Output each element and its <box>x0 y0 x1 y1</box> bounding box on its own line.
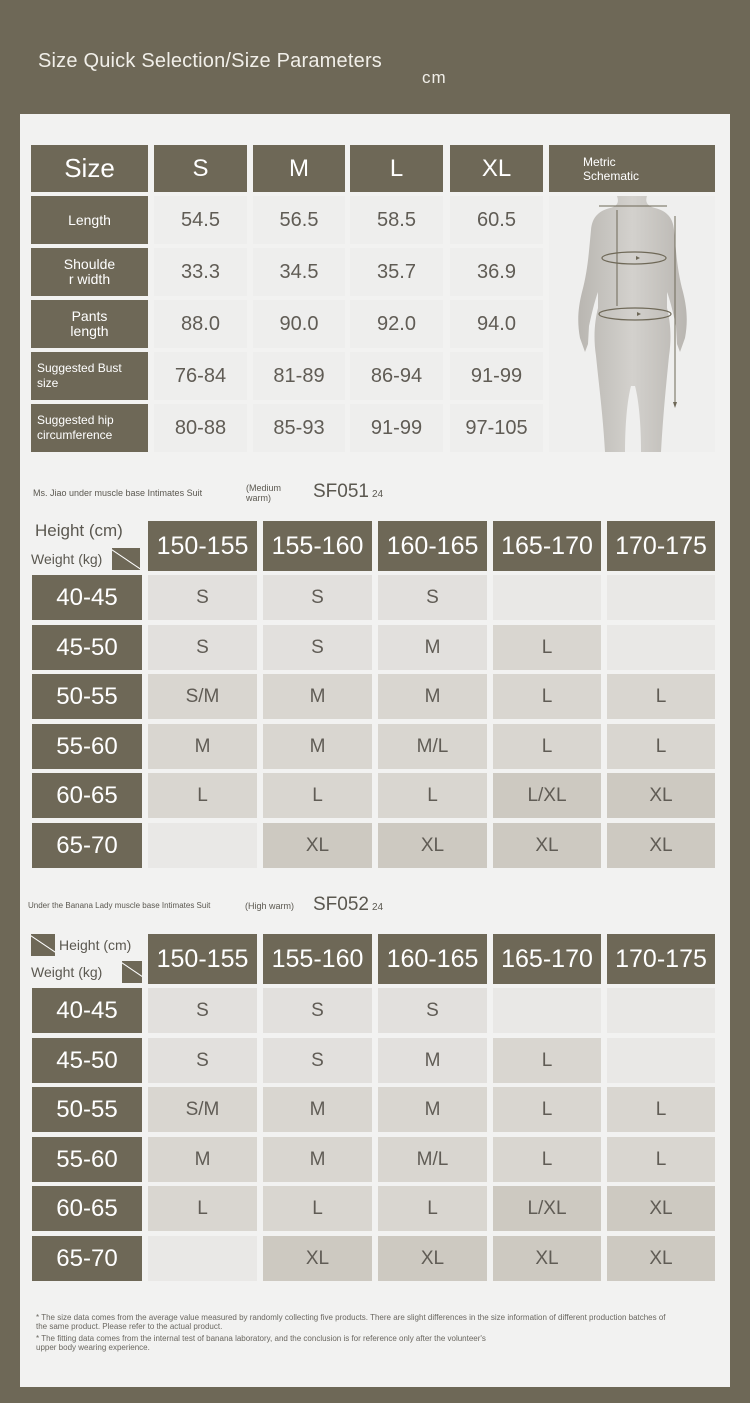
fit-cell <box>493 575 601 620</box>
fit-cell: S <box>148 988 257 1033</box>
size-column-header: XL <box>450 145 543 192</box>
model-code-1 <box>313 481 383 503</box>
fit-cell: S <box>378 988 487 1033</box>
weight-row-header: 45-50 <box>32 625 142 670</box>
parameter-value: 33.3 <box>154 248 247 296</box>
fit-cell: L/XL <box>493 773 601 818</box>
parameter-value: 91-99 <box>450 352 543 400</box>
weight-row-header: 50-55 <box>32 674 142 719</box>
fit-cell: S <box>263 1038 372 1083</box>
fit-cell: L <box>493 674 601 719</box>
height-column-header: 170-175 <box>607 934 715 984</box>
parameter-row-label: Suggested hip circumference <box>31 404 148 452</box>
parameter-value: 92.0 <box>350 300 443 348</box>
fit-cell: XL <box>378 823 487 868</box>
height-column-header: 165-170 <box>493 521 601 571</box>
fit-cell: XL <box>263 823 372 868</box>
height-column-header: 150-155 <box>148 934 257 984</box>
product-name-2: Under the Banana Lady muscle base Intimates Suit <box>28 901 211 910</box>
parameter-value: 80-88 <box>154 404 247 452</box>
fit-cell: L <box>493 1038 601 1083</box>
fit-cell: L <box>263 1186 372 1231</box>
weight-axis-label: Weight (kg) <box>31 964 103 980</box>
fit-cell: L <box>148 1186 257 1231</box>
size-column-header: M <box>253 145 345 192</box>
fit-cell: L <box>493 1087 601 1132</box>
parameter-value: 94.0 <box>450 300 543 348</box>
weight-row-header: 60-65 <box>32 773 142 818</box>
parameter-value: 34.5 <box>253 248 345 296</box>
fit-cell: S <box>263 625 372 670</box>
fit-cell: S/M <box>148 1087 257 1132</box>
weight-row-header: 60-65 <box>32 1186 142 1231</box>
fit-cell: XL <box>607 823 715 868</box>
fit-cell: M/L <box>378 1137 487 1182</box>
fit-cell <box>607 625 715 670</box>
height-axis-label: Height (cm) <box>35 521 123 540</box>
fit-cell: M <box>378 625 487 670</box>
parameter-value: 58.5 <box>350 196 443 244</box>
parameter-row-label: Suggested Bust size <box>31 352 148 400</box>
weight-row-header: 40-45 <box>32 575 142 620</box>
fit-cell: S <box>148 1038 257 1083</box>
page-title: Size Quick Selection/Size Parameters <box>38 50 383 72</box>
fit-cell: S <box>148 625 257 670</box>
fit-cell: L <box>607 724 715 769</box>
fit-cell: L/XL <box>493 1186 601 1231</box>
fit-cell: M <box>378 674 487 719</box>
fit-cell: L <box>148 773 257 818</box>
fit-cell: S/M <box>148 674 257 719</box>
model-code-text: SF051 <box>313 481 369 502</box>
warmth-label-2: (High warm) <box>245 901 295 911</box>
fit-cell: L <box>607 674 715 719</box>
corner-divider <box>31 934 55 956</box>
model-code-2 <box>313 894 383 916</box>
corner-divider <box>122 961 142 983</box>
parameter-row-label: Shoulde r width <box>31 248 148 296</box>
model-code-text: SF052 <box>313 894 369 915</box>
fit-cell <box>148 1236 257 1281</box>
size-column-header: L <box>350 145 443 192</box>
height-column-header: 170-175 <box>607 521 715 571</box>
fit-cell: S <box>148 575 257 620</box>
parameter-value: 60.5 <box>450 196 543 244</box>
footnote-1: * The size data comes from the average value measured by randomly collecting five products. There are slight differences in the size information of different production batches of the same product. Please refer to the actual product. <box>36 1313 666 1331</box>
height-column-header: 160-165 <box>378 521 487 571</box>
fit-cell: M <box>263 674 372 719</box>
parameter-value: 97-105 <box>450 404 543 452</box>
fit-cell: XL <box>607 1186 715 1231</box>
parameter-row-label: Length <box>31 196 148 244</box>
fit-cell: S <box>378 575 487 620</box>
height-axis-label: Height (cm) <box>59 937 132 953</box>
fit-cell: XL <box>493 823 601 868</box>
fit-cell: L <box>263 773 372 818</box>
fit-cell: M <box>378 1087 487 1132</box>
size-column-header: S <box>154 145 247 192</box>
body-silhouette-icon <box>549 196 715 452</box>
height-column-header: 165-170 <box>493 934 601 984</box>
fit-cell: L <box>607 1137 715 1182</box>
product-name-1: Ms. Jiao under muscle base Intimates Suit <box>33 488 203 498</box>
fit-cell <box>148 823 257 868</box>
height-column-header: 160-165 <box>378 934 487 984</box>
fit-cell: M <box>263 1137 372 1182</box>
fit-cell <box>607 988 715 1033</box>
model-code-suffix: 24 <box>371 489 384 500</box>
fit-cell: XL <box>493 1236 601 1281</box>
fit-cell: M <box>378 1038 487 1083</box>
fit-cell: M <box>148 724 257 769</box>
parameter-value: 35.7 <box>350 248 443 296</box>
parameter-value: 76-84 <box>154 352 247 400</box>
weight-row-header: 50-55 <box>32 1087 142 1132</box>
weight-row-header: 65-70 <box>32 823 142 868</box>
fit-cell: M/L <box>378 724 487 769</box>
weight-axis-label: Weight (kg) <box>31 551 103 567</box>
corner-divider <box>112 548 140 570</box>
weight-row-header: 55-60 <box>32 724 142 769</box>
parameter-value: 36.9 <box>450 248 543 296</box>
unit-label: cm <box>422 68 447 87</box>
model-code-suffix: 24 <box>371 902 384 913</box>
parameter-row-label: Pants length <box>31 300 148 348</box>
fit-cell: S <box>263 988 372 1033</box>
size-header-corner: Size <box>31 145 148 192</box>
height-column-header: 150-155 <box>148 521 257 571</box>
fit-cell: L <box>378 1186 487 1231</box>
fit-cell <box>607 1038 715 1083</box>
fit-cell: XL <box>263 1236 372 1281</box>
fit-cell: XL <box>378 1236 487 1281</box>
weight-row-header: 55-60 <box>32 1137 142 1182</box>
fit-cell <box>607 575 715 620</box>
parameter-value: 86-94 <box>350 352 443 400</box>
height-column-header: 155-160 <box>263 934 372 984</box>
weight-row-header: 45-50 <box>32 1038 142 1083</box>
fit-cell: L <box>493 724 601 769</box>
schematic-header: Metric Schematic <box>549 145 715 192</box>
fit-cell: L <box>378 773 487 818</box>
parameter-value: 90.0 <box>253 300 345 348</box>
fit-cell <box>493 988 601 1033</box>
parameter-value: 56.5 <box>253 196 345 244</box>
fit-cell: M <box>263 724 372 769</box>
fit-cell: L <box>493 1137 601 1182</box>
parameter-value: 88.0 <box>154 300 247 348</box>
fit-cell: XL <box>607 773 715 818</box>
footnote-2: * The fitting data comes from the internal test of banana laboratory, and the conclusion is for reference only after the volunteer's upper body wearing experience. <box>36 1334 486 1352</box>
warmth-label-1: (Medium warm) <box>246 483 282 503</box>
height-column-header: 155-160 <box>263 521 372 571</box>
weight-row-header: 40-45 <box>32 988 142 1033</box>
weight-row-header: 65-70 <box>32 1236 142 1281</box>
fit-cell: M <box>148 1137 257 1182</box>
fit-cell: S <box>263 575 372 620</box>
body-schematic <box>549 196 715 452</box>
fit-cell: M <box>263 1087 372 1132</box>
parameter-value: 91-99 <box>350 404 443 452</box>
fit-cell: L <box>493 625 601 670</box>
fit-cell: L <box>607 1087 715 1132</box>
fit-cell: XL <box>607 1236 715 1281</box>
parameter-value: 85-93 <box>253 404 345 452</box>
parameter-value: 81-89 <box>253 352 345 400</box>
parameter-value: 54.5 <box>154 196 247 244</box>
